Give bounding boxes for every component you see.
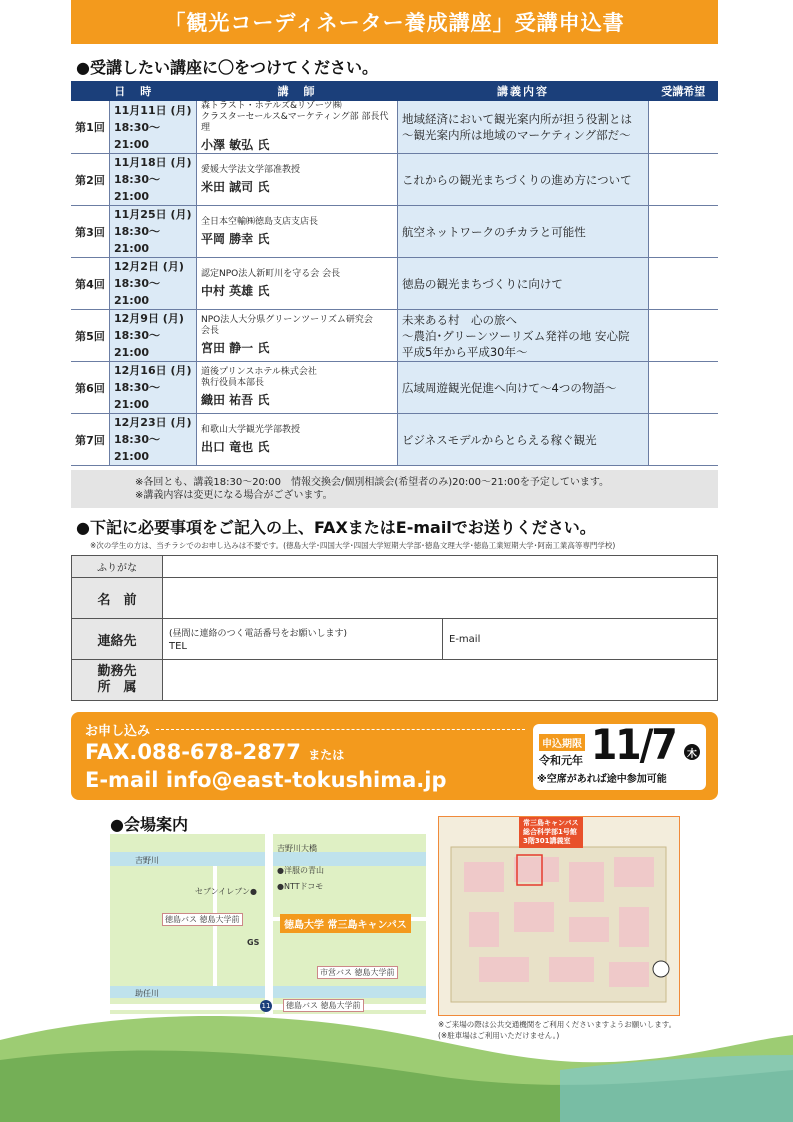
section-lecture-heading: ●受講したい講座に〇をつけてください。	[76, 58, 378, 77]
content-cell	[398, 310, 649, 362]
venue-footnote-1: ※ご来場の際は公共交通機関をご利用くださいますようお願いします。	[438, 1020, 677, 1029]
campus-building-label	[519, 817, 583, 848]
lecture-content-line: ～観光案内所は地域のマーケティング部だ～	[402, 128, 631, 142]
lecture-table	[71, 81, 718, 466]
lecture-row	[71, 154, 718, 206]
session-number: 第1回	[71, 101, 110, 154]
content-cell	[398, 206, 649, 258]
name-field[interactable]	[163, 578, 718, 619]
header-hope: 受講希望	[649, 81, 719, 101]
header-content: 講義内容	[398, 81, 649, 101]
session-date: 12月16日 (月)	[114, 364, 192, 377]
session-datetime	[110, 154, 197, 206]
lecture-row	[71, 414, 718, 466]
lecture-content-line: 未来ある村 心の旅へ	[402, 312, 517, 327]
student-note: ※次の学生の方は、当チラシでのお申し込みは不要です。(徳島大学･四国大学･四国大学短期大学部･徳島文理大学･徳島工業短期大学･阿南工業高等専門学校)	[90, 541, 616, 550]
content-cell	[398, 154, 649, 206]
lecture-content-line: 地域経済において観光案内所が担う役割とは	[402, 112, 632, 126]
session-date: 12月9日 (月)	[114, 312, 184, 325]
map-label-bus1: 徳島バス 徳島大学前	[162, 913, 243, 926]
map-label-campus: 徳島大学 常三島キャンパス	[280, 914, 411, 933]
deadline-box	[533, 720, 706, 790]
lecturer-affiliation: 森トラスト・ホテルズ&リゾーツ㈱	[201, 101, 342, 111]
lecturer-affiliation: 道後プリンスホテル株式会社	[201, 367, 317, 377]
session-date: 11月11日 (月)	[114, 103, 192, 117]
lecture-row	[71, 101, 718, 154]
section-submit-heading: ●下記に必要事項をご記入の上、FAXまたはE-mailでお送りください。	[76, 518, 596, 537]
lecture-content-line: 広域周遊観光促進へ向けて～4つの物語～	[402, 380, 617, 395]
lecture-row	[71, 362, 718, 414]
workplace-label-1: 勤務先	[97, 664, 137, 679]
content-cell	[398, 362, 649, 414]
lecturer-name: 平岡 勝幸 氏	[201, 231, 270, 246]
late-join-note: ※空席があれば途中参加可能	[537, 774, 667, 785]
fax-number[interactable]: FAX.088-678-2877	[85, 740, 301, 764]
map-label-store2: ●NTTドコモ	[277, 882, 324, 891]
session-datetime	[110, 101, 197, 154]
workplace-label-2: 所 属	[97, 680, 137, 695]
contact-label: 連絡先	[72, 619, 163, 660]
session-datetime	[110, 258, 197, 310]
lecturer-cell	[197, 414, 398, 466]
lecture-content-line: 徳島の観光まちづくりに向けて	[402, 276, 563, 291]
workplace-label	[72, 660, 163, 701]
session-date: 12月23日 (月)	[114, 416, 192, 429]
map-label-store3: セブンイレブン●	[195, 887, 257, 896]
session-number: 第2回	[71, 154, 110, 206]
session-time: 18:30～21:00	[114, 173, 161, 203]
hope-checkbox-cell[interactable]	[649, 101, 719, 154]
session-date: 11月25日 (月)	[114, 208, 192, 221]
access-map	[110, 834, 426, 1014]
map-label-river2: 助任川	[135, 989, 159, 998]
campus-label-3: 3階301講義室	[523, 837, 571, 845]
lecturer-affiliation: クラスターセールス&マーケティング部 部長代理	[201, 112, 389, 133]
lecture-content-line: ビジネスモデルからとらえる稼ぐ観光	[402, 432, 597, 447]
apply-heading: お申し込み	[85, 724, 151, 739]
content-cell	[398, 258, 649, 310]
weekday-badge: 木	[684, 744, 700, 760]
session-datetime	[110, 310, 197, 362]
note-line: ※各回とも、講義18:30～20:00 情報交換会/個別相談会(希望者のみ)20:00～21:00を予定しています。	[135, 477, 610, 488]
hope-checkbox-cell[interactable]	[649, 258, 719, 310]
tel-label: TEL	[169, 641, 187, 652]
session-number: 第5回	[71, 310, 110, 362]
venue-heading: ●会場案内	[110, 815, 188, 834]
session-number: 第3回	[71, 206, 110, 258]
session-time: 18:30～21:00	[114, 120, 161, 151]
map-label-river1: 吉野川	[135, 856, 159, 865]
lecturer-name: 米田 誠司 氏	[201, 179, 270, 194]
session-number: 第6回	[71, 362, 110, 414]
map-label-bus2: 市営バス 徳島大学前	[317, 966, 398, 979]
heading-rule	[156, 729, 525, 730]
main-road	[265, 834, 273, 1014]
email-field[interactable]	[443, 619, 718, 660]
workplace-field[interactable]	[163, 660, 718, 701]
lecturer-affiliation: 愛媛大学法文学部准教授	[201, 164, 301, 175]
header-datetime: 日 時	[71, 81, 197, 101]
lecture-content-line: ～農泊･グリーンツーリズム発祥の地 安心院	[402, 328, 630, 343]
lecturer-name: 出口 竜也 氏	[201, 439, 270, 454]
session-time: 18:30～21:00	[114, 433, 161, 463]
form-title: 「観光コーディネーター養成講座」受講申込書	[71, 0, 718, 44]
fax-suffix: または	[308, 748, 345, 762]
note-line: ※講義内容は変更になる場合がございます。	[135, 490, 333, 501]
campus-label-1: 常三島キャンパス	[523, 819, 579, 827]
session-date: 12月2日 (月)	[114, 260, 184, 273]
name-label: 名 前	[72, 578, 163, 619]
email-label: E-mail	[449, 633, 481, 645]
hope-checkbox-cell[interactable]	[649, 206, 719, 258]
header-lecturer: 講 師	[197, 81, 398, 101]
session-date: 11月18日 (月)	[114, 156, 192, 169]
lecturer-affiliation: 会長	[201, 326, 220, 336]
deadline-date: 11/7	[591, 720, 676, 769]
lecturer-cell	[197, 258, 398, 310]
session-datetime	[110, 206, 197, 258]
lecturer-affiliation: 全日本空輸㈱徳島支店支店長	[201, 216, 319, 227]
lecture-content-line: 平成5年から平成30年～	[402, 344, 528, 359]
hope-checkbox-cell[interactable]	[649, 154, 719, 206]
lecturer-cell	[197, 310, 398, 362]
hope-checkbox-cell[interactable]	[649, 362, 719, 414]
map-label-gs: GS	[247, 938, 260, 947]
lecturer-affiliation: 執行役員本部長	[201, 378, 265, 388]
session-time: 18:30～21:00	[114, 225, 161, 255]
lecturer-name: 小澤 敏弘 氏	[201, 138, 270, 152]
furigana-field[interactable]	[163, 556, 718, 578]
lecturer-affiliation: 和歌山大学観光学部教授	[201, 424, 301, 435]
content-cell	[398, 101, 649, 154]
lecturer-affiliation: NPO法人大分県グリーンツーリズム研究会	[201, 315, 373, 325]
lecture-row	[71, 310, 718, 362]
apply-heading-row	[85, 720, 525, 739]
lecturer-name: 織田 祐吾 氏	[201, 393, 270, 407]
email-address[interactable]: E-mail info@east-tokushima.jp	[85, 768, 447, 792]
tel-field[interactable]	[163, 619, 443, 660]
lecturer-cell	[197, 154, 398, 206]
lecturer-name: 宮田 静一 氏	[201, 341, 270, 355]
venue-footnote-2: (※駐車場はご利用いただけません。)	[438, 1031, 560, 1040]
session-number: 第7回	[71, 414, 110, 466]
furigana-label: ふりがな	[72, 556, 163, 578]
map-label-store1: ●洋服の青山	[277, 866, 324, 875]
contact-note: (昼間に連絡のつく電話番号をお願いします)	[169, 629, 348, 639]
lecturer-cell	[197, 206, 398, 258]
lecture-row	[71, 258, 718, 310]
session-time: 18:30～21:00	[114, 277, 161, 307]
route-11-icon: 11	[261, 1002, 271, 1010]
hope-checkbox-cell[interactable]	[649, 414, 719, 466]
map-label-bus3: 徳島バス 徳島大学前	[283, 999, 364, 1012]
map-label-bridge: 吉野川大橋	[277, 844, 317, 853]
lecture-row	[71, 206, 718, 258]
content-cell	[398, 414, 649, 466]
session-number: 第4回	[71, 258, 110, 310]
lecturer-name: 中村 英雄 氏	[201, 283, 270, 298]
session-time: 18:30～21:00	[114, 329, 161, 359]
lecturer-cell	[197, 362, 398, 414]
deadline-era: 令和元年	[539, 754, 583, 767]
fax-line	[85, 740, 344, 764]
hope-checkbox-cell[interactable]	[649, 310, 719, 362]
schedule-notes	[71, 470, 718, 508]
campus-label-2: 総合科学部1号館	[523, 828, 577, 836]
lecturer-cell	[197, 101, 398, 154]
session-datetime	[110, 362, 197, 414]
session-datetime	[110, 414, 197, 466]
application-form	[71, 555, 718, 701]
session-time: 18:30～21:00	[114, 381, 161, 411]
side-road	[213, 866, 217, 986]
lecture-content-line: これからの観光まちづくりの進め方について	[402, 172, 632, 187]
lecturer-affiliation: 認定NPO法人新町川を守る会 会長	[201, 268, 341, 279]
lecture-content-line: 航空ネットワークのチカラと可能性	[402, 224, 586, 239]
campus-map	[438, 816, 680, 1016]
venue-footnotes	[438, 1019, 676, 1041]
deadline-label: 申込期限	[539, 734, 585, 751]
